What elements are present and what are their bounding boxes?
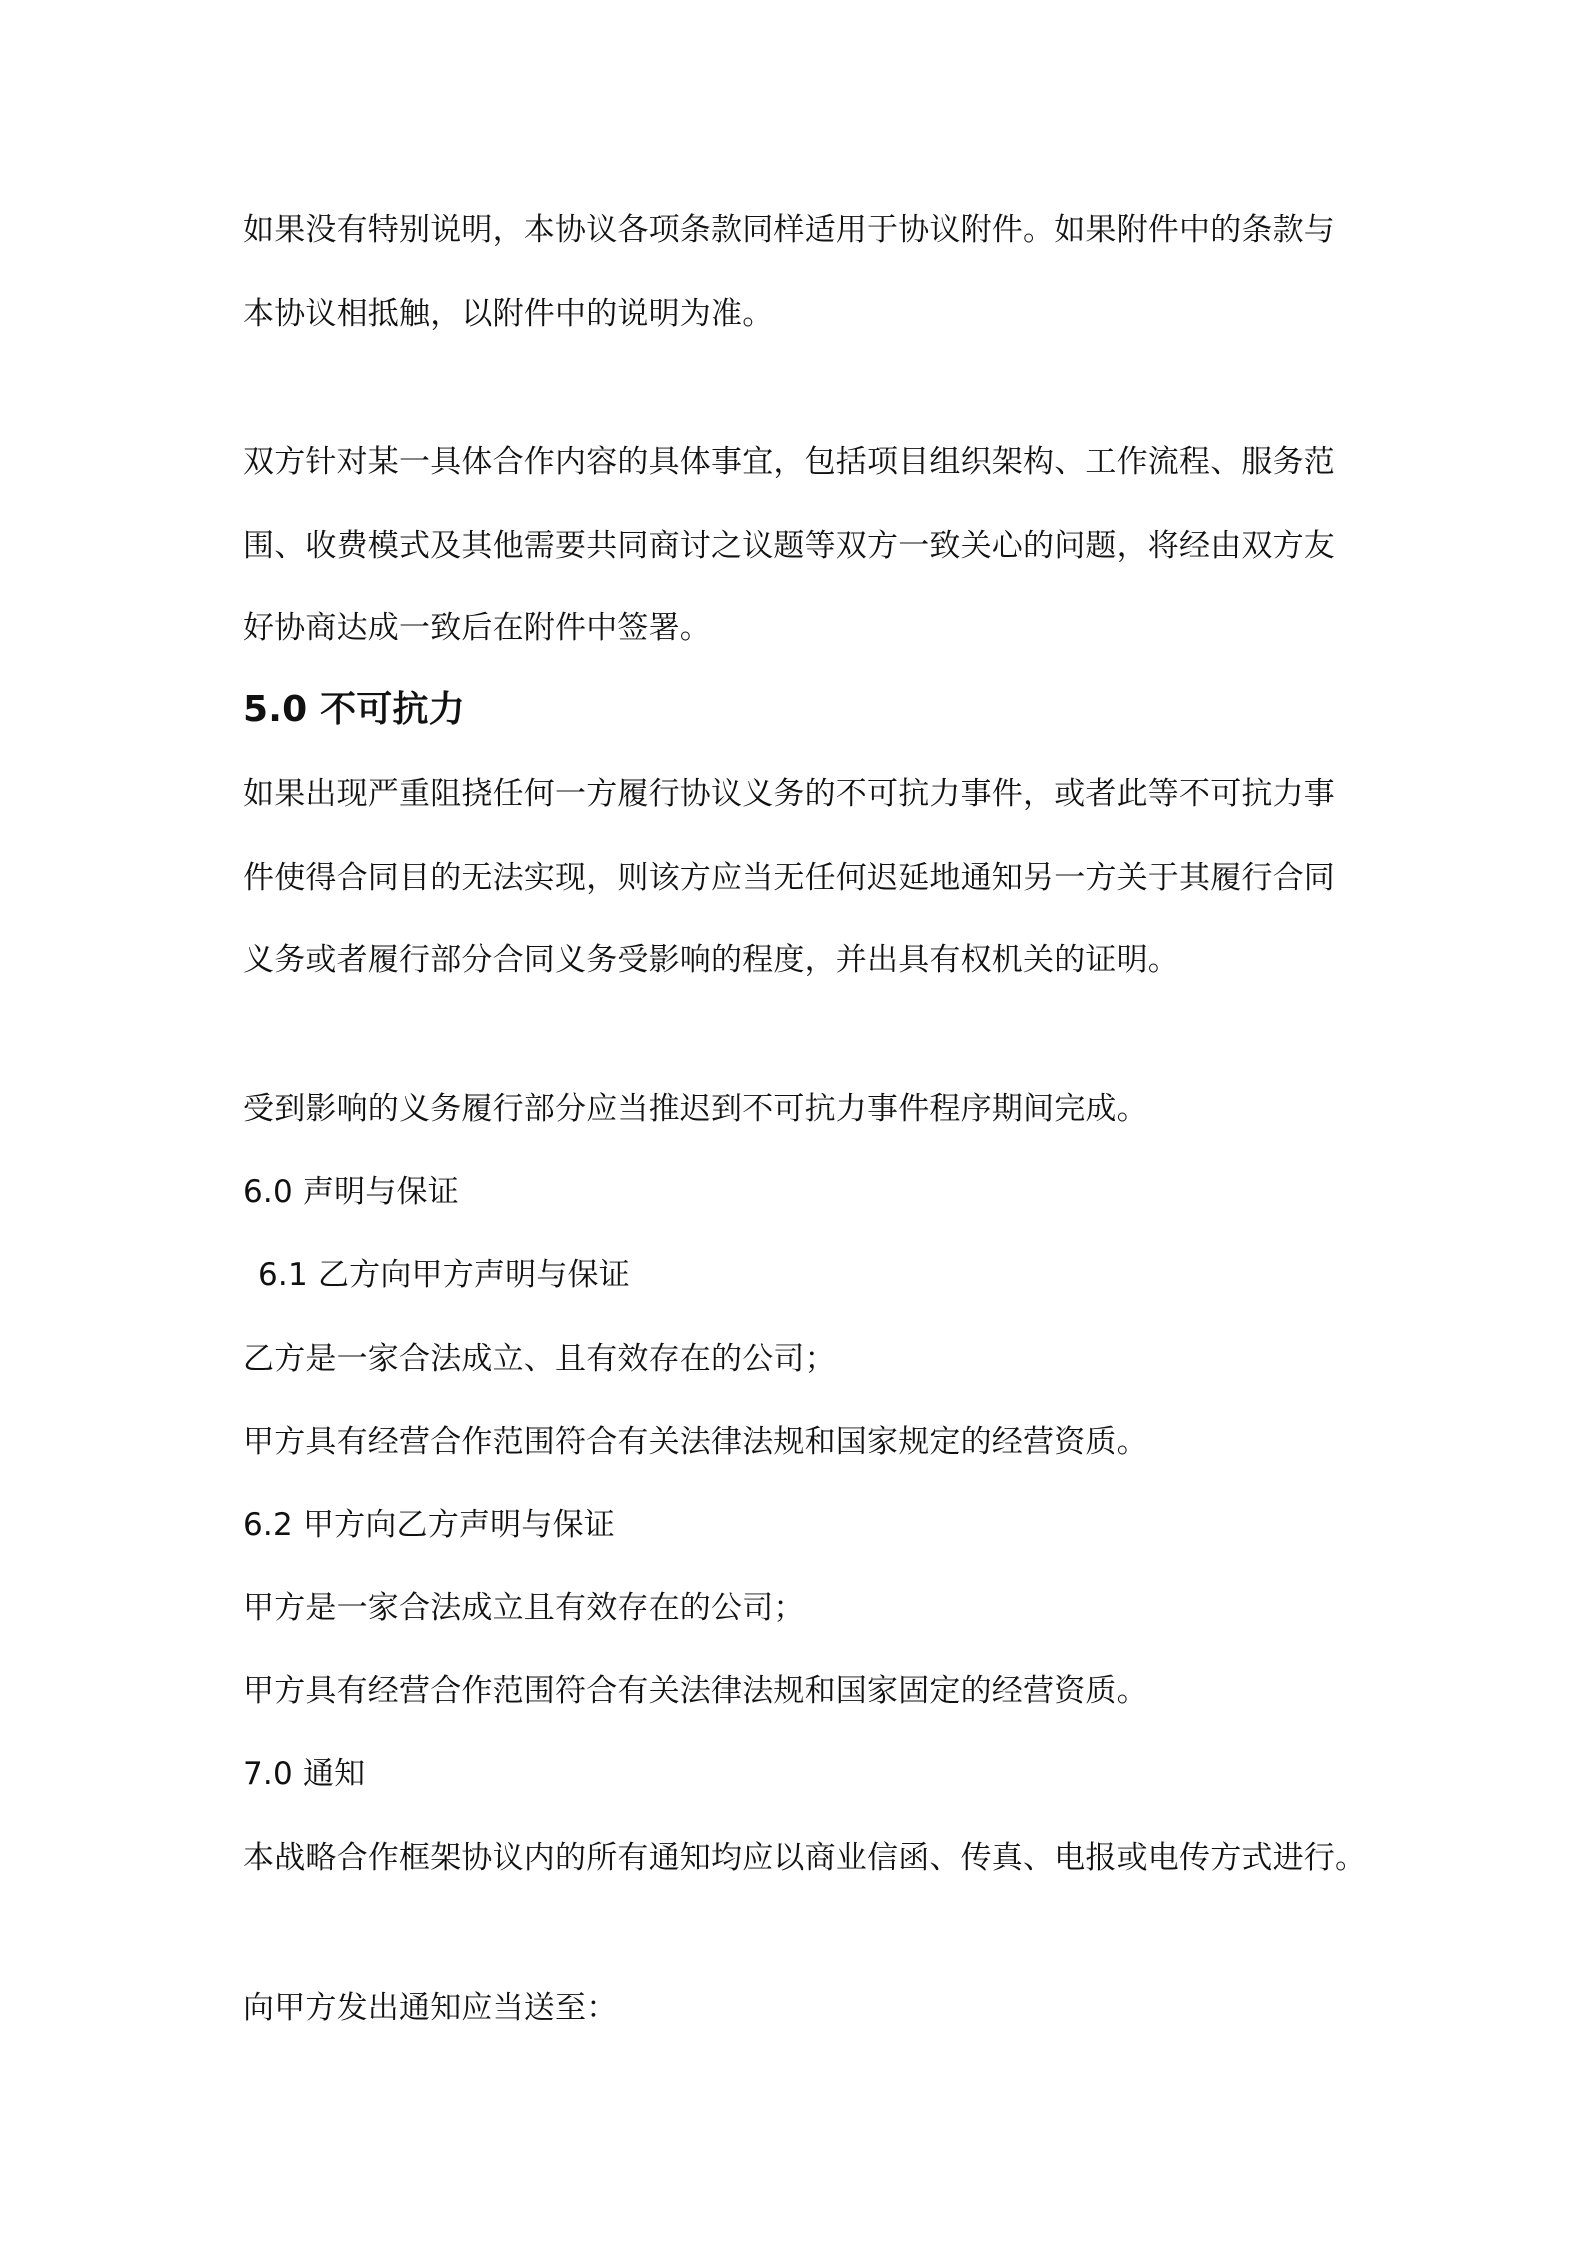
paragraph-line: 受到影响的义务履行部分应当推迟到不可抗力事件程序期间完成。 (243, 1091, 1148, 1127)
paragraph-line: 甲方具有经营合作范围符合有关法律法规和国家规定的经营资质。 (243, 1424, 1148, 1460)
paragraph-line: 甲方是一家合法成立且有效存在的公司； (243, 1590, 805, 1626)
paragraph-line: 本协议相抵触，以附件中的说明为准。 (243, 296, 774, 332)
paragraph-line: 件使得合同目的无法实现，则该方应当无任何迟延地通知另一方关于其履行合同 (243, 860, 1335, 896)
paragraph-line: 本战略合作框架协议内的所有通知均应以商业信函、传真、电报或电传方式进行。 (243, 1840, 1367, 1876)
subsection-heading-6-1: 6.1 乙方向甲方声明与保证 (258, 1257, 630, 1293)
paragraph-line: 如果出现严重阻挠任何一方履行协议义务的不可抗力事件，或者此等不可抗力事 (243, 776, 1335, 812)
paragraph-line: 义务或者履行部分合同义务受影响的程度，并出具有权机关的证明。 (243, 942, 1179, 978)
paragraph-line: 好协商达成一致后在附件中签署。 (243, 610, 711, 646)
section-heading-6: 6.0 声明与保证 (243, 1174, 459, 1210)
section-heading-5: 5.0 不可抗力 (243, 689, 465, 730)
subsection-heading-6-2: 6.2 甲方向乙方声明与保证 (243, 1507, 615, 1543)
paragraph-line: 甲方具有经营合作范围符合有关法律法规和国家固定的经营资质。 (243, 1673, 1148, 1709)
paragraph-line: 如果没有特别说明，本协议各项条款同样适用于协议附件。如果附件中的条款与 (243, 212, 1335, 248)
paragraph-line: 双方针对某一具体合作内容的具体事宜，包括项目组织架构、工作流程、服务范 (243, 444, 1335, 480)
paragraph-line: 围、收费模式及其他需要共同商讨之议题等双方一致关心的问题，将经由双方友 (243, 528, 1335, 564)
paragraph-line: 向甲方发出通知应当送至： (243, 1990, 618, 2026)
section-heading-7: 7.0 通知 (243, 1756, 366, 1792)
paragraph-line: 乙方是一家合法成立、且有效存在的公司； (243, 1341, 836, 1377)
